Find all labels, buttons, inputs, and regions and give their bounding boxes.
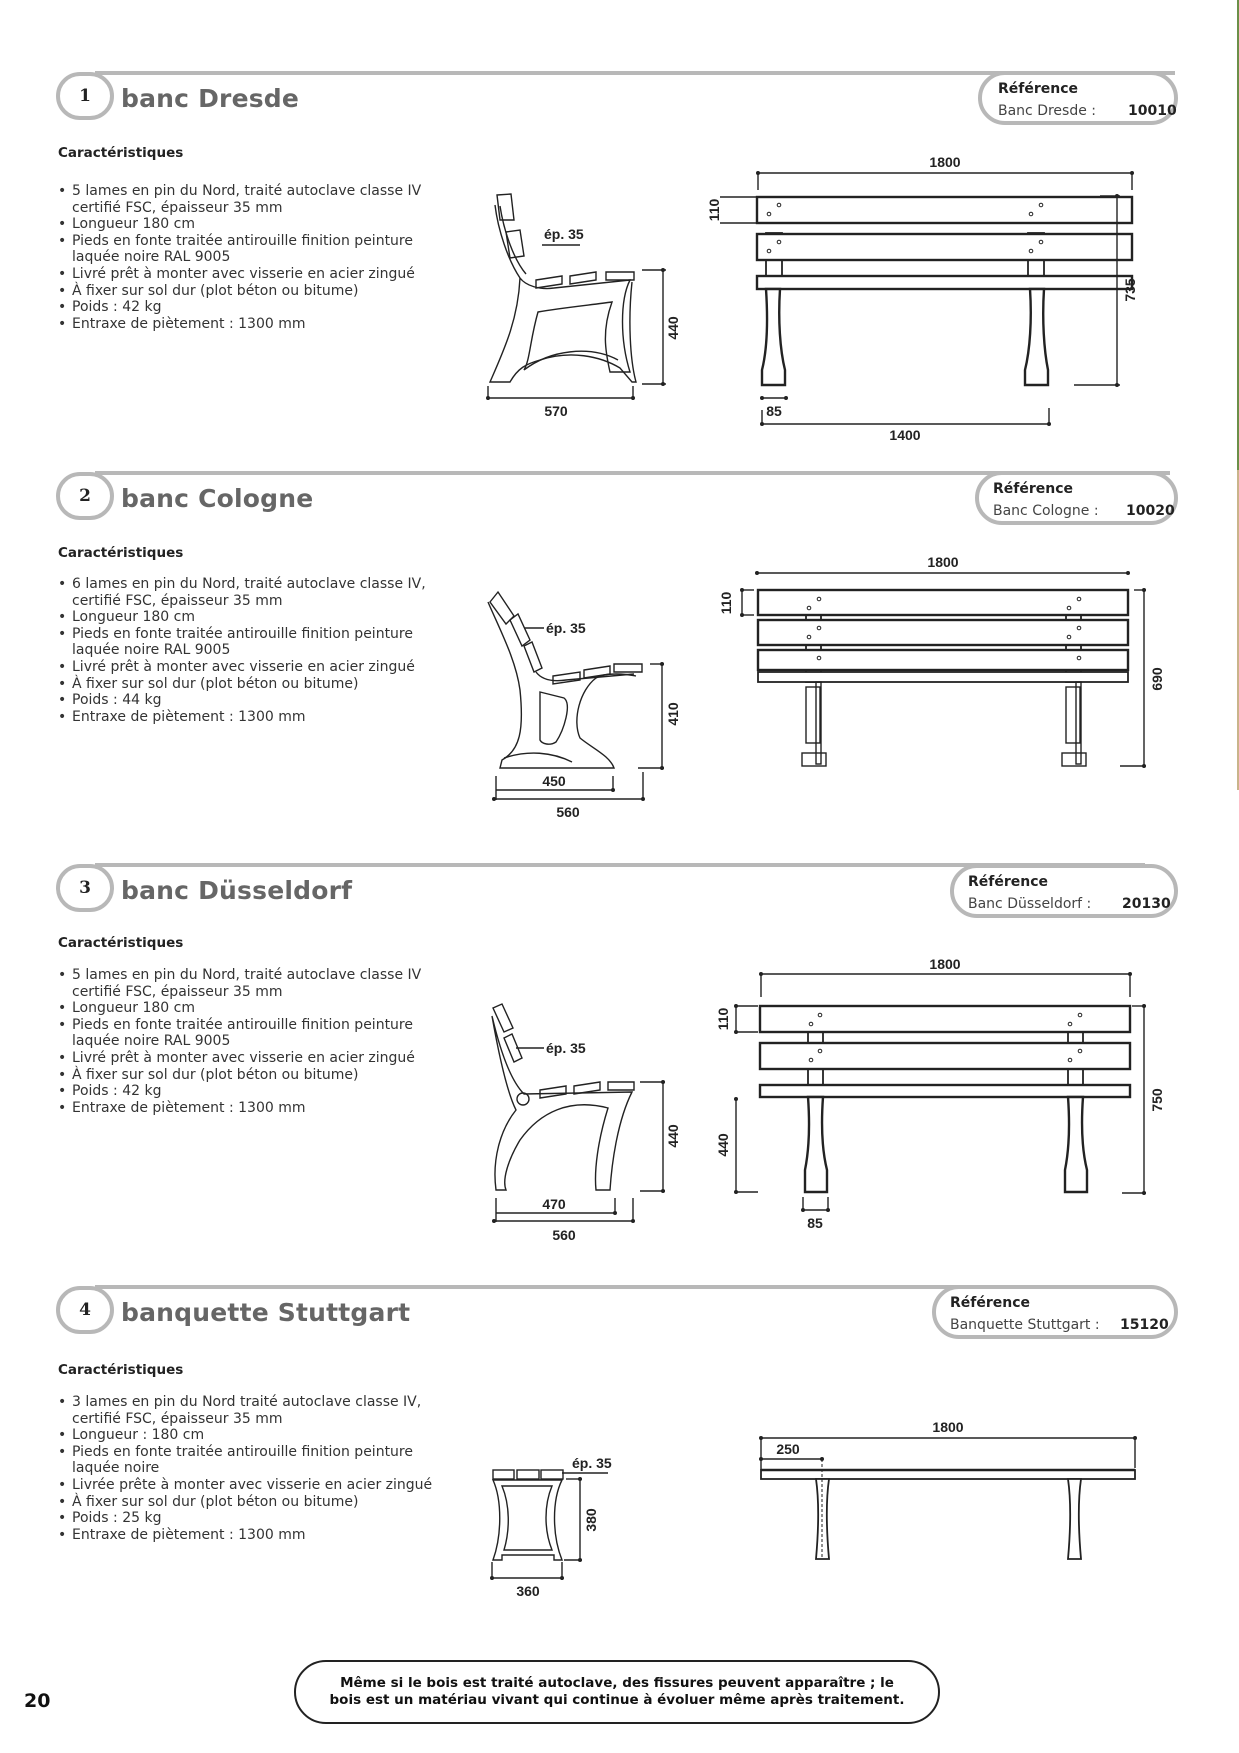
slat (758, 620, 1128, 645)
dim-foot: 85 (766, 403, 782, 419)
dim-depth: 570 (544, 403, 568, 419)
product-title: banquette Stuttgart (121, 1298, 411, 1327)
front-view-drawing (700, 545, 1180, 785)
characteristic-item: • Livrée prête à monter avec visserie en acier zingué (58, 1477, 458, 1494)
dim-inner-depth: 450 (542, 773, 566, 789)
side-view-drawing (480, 150, 700, 450)
seat-slat (758, 672, 1128, 682)
seat-slat (757, 276, 1132, 289)
dim-thickness: ép. 35 (546, 620, 586, 636)
characteristic-item: • Entraxe de piètement : 1300 mm (58, 316, 458, 333)
characteristic-item: • Entraxe de piètement : 1300 mm (58, 1100, 458, 1117)
dim-depth: 560 (556, 804, 580, 820)
dim-seat-height: 440 (715, 1133, 731, 1157)
characteristic-item: • Longueur 180 cm (58, 1000, 458, 1017)
dim-spacing: 1400 (889, 427, 921, 443)
slat (760, 1043, 1130, 1069)
characteristics-title: Caractéristiques (58, 545, 184, 561)
reference-box (932, 1285, 1178, 1339)
leg (1065, 1097, 1087, 1192)
dim-height: 440 (665, 1124, 681, 1148)
dim-length: 1800 (929, 956, 961, 972)
leg (762, 289, 785, 385)
reference-name: Banc Düsseldorf : (968, 896, 1092, 912)
reference-label: Référence (950, 1295, 1031, 1311)
characteristic-item: • Pieds en fonte traitée antirouille finition peinture laquée noire RAL 9005 (58, 1017, 458, 1050)
dim-thickness: ép. 35 (546, 1040, 586, 1056)
characteristic-item: • 5 lames en pin du Nord, traité autoclave classe IV certifié FSC, épaisseur 35 mm (58, 967, 458, 1000)
characteristic-item: • À fixer sur sol dur (plot béton ou bitume) (58, 676, 458, 693)
reference-name: Banquette Stuttgart : (950, 1317, 1100, 1333)
bench-side-profile (488, 592, 642, 768)
reference-label: Référence (968, 874, 1049, 890)
reference-code: 15120 (1120, 1317, 1169, 1333)
dim-depth: 560 (552, 1227, 576, 1243)
characteristic-item: • Longueur : 180 cm (58, 1427, 458, 1444)
slat (757, 197, 1132, 223)
dim-length: 1800 (932, 1419, 964, 1435)
side-view-drawing (480, 1440, 640, 1610)
characteristic-item: • Pieds en fonte traitée antirouille finition peinture laquée noire (58, 1444, 458, 1477)
characteristic-item: • 6 lames en pin du Nord, traité autoclave classe IV, certifié FSC, épaisseur 35 mm (58, 576, 458, 609)
characteristic-item: • 3 lames en pin du Nord traité autoclave classe IV, certifié FSC, épaisseur 35 mm (58, 1394, 458, 1427)
product-number-badge: 4 (56, 1286, 114, 1334)
characteristic-item: • Poids : 44 kg (58, 692, 458, 709)
characteristics-title: Caractéristiques (58, 145, 184, 161)
leg (805, 1097, 827, 1192)
dim-depth: 360 (516, 1583, 540, 1599)
characteristics-list (58, 1394, 458, 1543)
characteristic-item: • Poids : 42 kg (58, 1083, 458, 1100)
characteristics-title: Caractéristiques (58, 935, 184, 951)
dim-thickness: ép. 35 (544, 226, 584, 242)
dim-slat: 110 (706, 198, 722, 222)
characteristic-item: • Longueur 180 cm (58, 609, 458, 626)
characteristics-list (58, 183, 458, 332)
characteristic-item: • Entraxe de piètement : 1300 mm (58, 1527, 458, 1544)
characteristic-item: • Livré prêt à monter avec visserie en acier zingué (58, 1050, 458, 1067)
characteristic-item: • Entraxe de piètement : 1300 mm (58, 709, 458, 726)
reference-box (950, 864, 1178, 918)
front-view-drawing (700, 140, 1180, 450)
dim-total-height: 690 (1149, 667, 1165, 691)
product-number-badge: 2 (56, 472, 114, 520)
reference-box (975, 471, 1178, 525)
characteristic-item: • 5 lames en pin du Nord, traité autoclave classe IV certifié FSC, épaisseur 35 mm (58, 183, 458, 216)
dim-foot: 85 (807, 1215, 823, 1231)
slat (758, 650, 1128, 670)
product-title: banc Cologne (121, 484, 314, 513)
bench-side-profile (490, 194, 636, 382)
side-view-drawing (480, 990, 700, 1250)
characteristic-item: • Livré prêt à monter avec visserie en acier zingué (58, 266, 458, 283)
bench-side-profile (492, 1004, 634, 1190)
characteristics-list (58, 576, 458, 725)
reference-label: Référence (998, 81, 1079, 97)
characteristics-list (58, 967, 458, 1116)
characteristic-item: • À fixer sur sol dur (plot béton ou bitume) (58, 1494, 458, 1511)
characteristic-item: • Poids : 25 kg (58, 1510, 458, 1527)
slat (760, 1006, 1130, 1032)
banquette-side-profile (493, 1470, 563, 1560)
reference-name: Banc Dresde : (998, 103, 1097, 119)
characteristic-item: • Poids : 42 kg (58, 299, 458, 316)
slat (758, 590, 1128, 615)
characteristic-item: • Longueur 180 cm (58, 216, 458, 233)
product-number-badge: 1 (56, 72, 114, 120)
dim-height: 440 (665, 316, 681, 340)
dim-total-height: 735 (1122, 278, 1138, 302)
dim-length: 1800 (929, 154, 961, 170)
dim-height: 380 (583, 1508, 599, 1532)
characteristic-item: • Pieds en fonte traitée antirouille finition peinture laquée noire RAL 9005 (58, 233, 458, 266)
front-view-drawing (740, 1400, 1160, 1570)
characteristic-item: • Pieds en fonte traitée antirouille finition peinture laquée noire RAL 9005 (58, 626, 458, 659)
characteristic-item: • À fixer sur sol dur (plot béton ou bitume) (58, 1067, 458, 1084)
dim-slat: 110 (718, 591, 734, 615)
reference-code: 10010 (1128, 103, 1177, 119)
page-number: 20 (24, 1690, 51, 1712)
side-view-drawing (480, 580, 700, 830)
characteristic-item: • Livré prêt à monter avec visserie en acier zingué (58, 659, 458, 676)
dim-height: 410 (665, 702, 681, 726)
slat (757, 234, 1132, 260)
reference-label: Référence (993, 481, 1074, 497)
product-title: banc Dresde (121, 84, 300, 113)
reference-box (978, 71, 1178, 125)
footer-note: Même si le bois est traité autoclave, des fissures peuvent apparaître ; le bois est un matériau vivant qui continue à évoluer même après traitement. (294, 1660, 940, 1724)
reference-code: 10020 (1126, 503, 1175, 519)
dim-total-height: 750 (1149, 1088, 1165, 1112)
leg (1025, 289, 1048, 385)
reference-code: 20130 (1122, 896, 1171, 912)
dim-thickness: ép. 35 (572, 1455, 612, 1471)
dim-overhang: 250 (776, 1441, 800, 1457)
product-title: banc Düsseldorf (121, 876, 353, 905)
product-number-badge: 3 (56, 864, 114, 912)
seat-slat (761, 1470, 1135, 1479)
dim-slat: 110 (715, 1007, 731, 1031)
leg (1068, 1479, 1081, 1559)
dim-length: 1800 (927, 554, 959, 570)
characteristics-title: Caractéristiques (58, 1362, 184, 1378)
dim-inner-depth: 470 (542, 1196, 566, 1212)
reference-name: Banc Cologne : (993, 503, 1099, 519)
characteristic-item: • À fixer sur sol dur (plot béton ou bitume) (58, 283, 458, 300)
front-view-drawing (700, 945, 1180, 1235)
seat-slat (760, 1085, 1130, 1097)
